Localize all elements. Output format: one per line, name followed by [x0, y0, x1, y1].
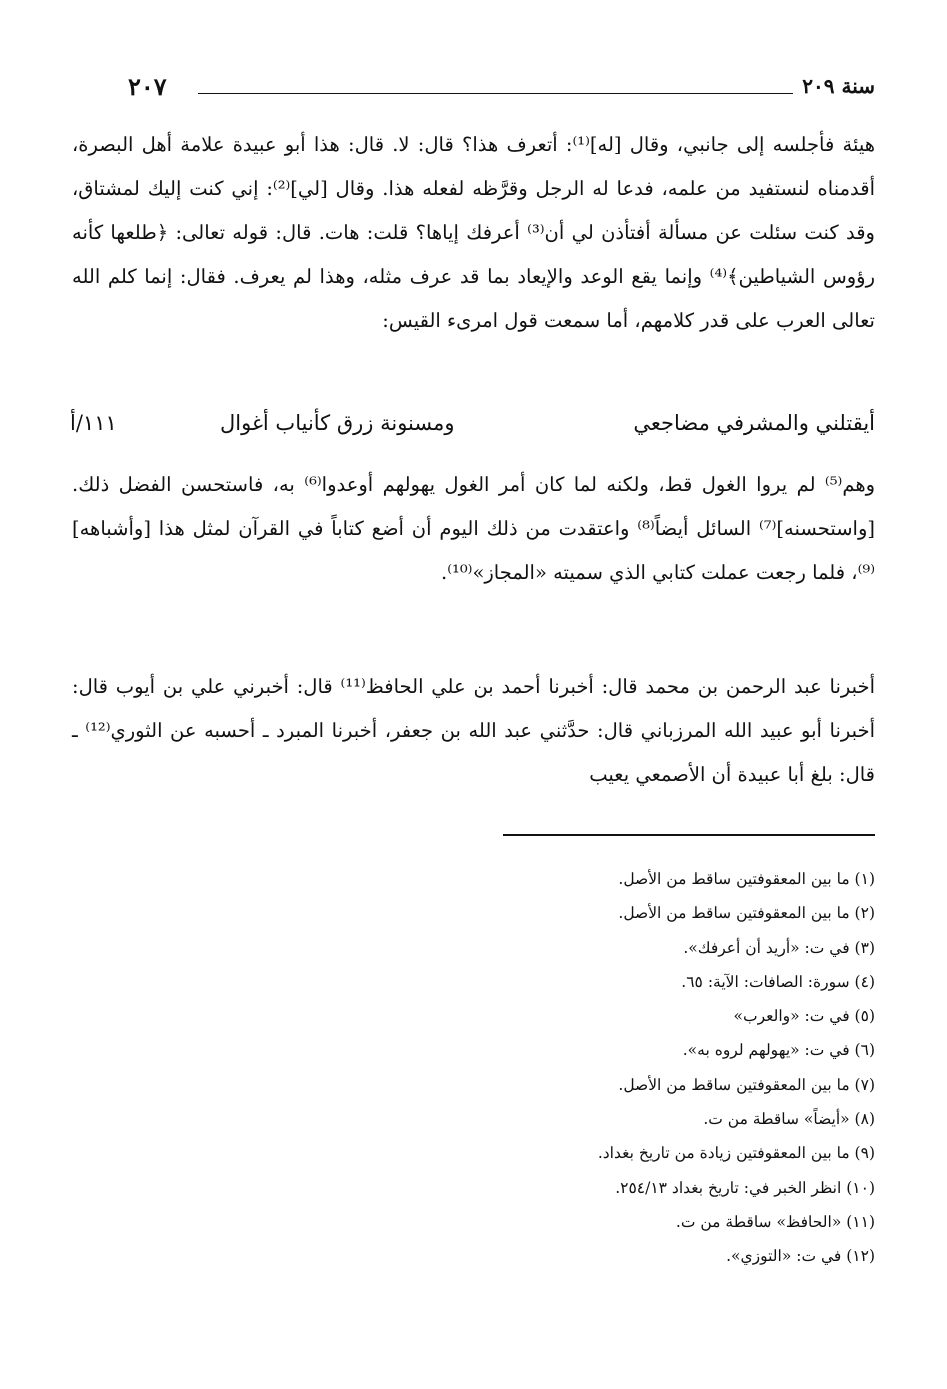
footnote: (١١) «الحافظ» ساقطة من ت.: [675, 1212, 875, 1231]
footnote: (٥) في ت: «والعرب»: [733, 1007, 875, 1026]
footnote: (١٠) انظر الخبر في: تاريخ بغداد ٢٥٤/١٣.: [615, 1178, 875, 1197]
header-rule: [198, 93, 793, 94]
footnote-separator: [503, 834, 875, 836]
paragraph-2: [72, 463, 875, 595]
verse-second-hemistich: ومسنونة زرق كأنياب أغوال: [220, 411, 455, 435]
footnote: (١) ما بين المعقوفتين ساقط من الأصل.: [618, 870, 875, 888]
footnote: (٧) ما بين المعقوفتين ساقط من الأصل.: [618, 1075, 875, 1094]
paragraph-text: أخبرنا عبد الرحمن بن محمد قال: أخبرنا أحمد بن علي الحافظ⁽¹¹⁾ قال: أخبرني علي بن أيوب قال: أخبرنا أبو عبيد الله المرزباني قال: حدَّثني عبد الله بن جعفر، أخبرنا المبرد ـ أحسبه عن الثوري⁽¹²⁾ ـ قال: بلغ أبا عبيدة أن الأصمعي يعيب: [72, 675, 876, 786]
page-header: [128, 68, 875, 108]
manuscript-folio-reference: ١١١/أ: [70, 411, 117, 435]
footnote: (٣) في ت: «أريد أن أعرفك».: [683, 938, 875, 957]
verse-first-hemistich: أيقتلني والمشرفي مضاجعي: [633, 411, 875, 435]
paragraph-text: وهم⁽⁵⁾ لم يروا الغول قط، ولكنه لما كان أمر الغول يهولهم أوعدوا⁽⁶⁾ به، فاستحسن الفضل ذلك. [واستحسنه]⁽⁷⁾ السائل أيضاً⁽⁸⁾ واعتقدت من ذلك اليوم أن أضع كتاباً في القرآن لمثل هذا [وأشباهه]⁽⁹⁾، فلما رجعت عملت كتابي الذي سميته «المجاز»⁽¹⁰⁾.: [72, 473, 876, 584]
footnotes-list: [375, 862, 875, 1274]
paragraph-text: هيئة فأجلسه إلى جانبي، وقال [له]⁽¹⁾: أتعرف هذا؟ قال: لا. قال: هذا أبو عبيدة علامة أهل البصرة، أقدمناه لنستفيد من علمه، فدعا له الرجل وقرَّظه لفعله هذا. وقال [لي]⁽²⁾: إني كنت إليك لمشتاق، وقد كنت سئلت عن مسألة أفتأذن لي أن⁽³⁾ أعرفك إياها؟ قلت: هات. قال: قوله تعالى: ﴿طلعها كأنه رؤوس الشياطين﴾⁽⁴⁾ وإنما يقع الوعد والإيعاد بما قد عرف مثله، وهذا لم يعرف. فقال: إنما كلم الله تعالى العرب على قدر كلامهم، أما سمعت قول امرىء القيس:: [72, 133, 875, 332]
footnote: (٢) ما بين المعقوفتين ساقط من الأصل.: [618, 904, 875, 923]
footnote: (٤) سورة: الصافات: الآية: ٦٥.: [681, 972, 875, 991]
poetry-verse: [70, 403, 875, 443]
paragraph-3: [72, 665, 875, 797]
running-title: سنة ٢٠٩: [802, 74, 875, 98]
footnote: (١٢) في ت: «التوزي».: [726, 1247, 875, 1266]
paragraph-1: [72, 123, 875, 343]
footnote: (٦) في ت: «يهولهم لروه به».: [682, 1041, 875, 1060]
footnote: (٨) «أيضاً» ساقطة من ت.: [703, 1110, 875, 1129]
page-number: ٢٠٧: [128, 72, 167, 101]
footnote: (٩) ما بين المعقوفتين زيادة من تاريخ بغداد.: [597, 1144, 875, 1163]
